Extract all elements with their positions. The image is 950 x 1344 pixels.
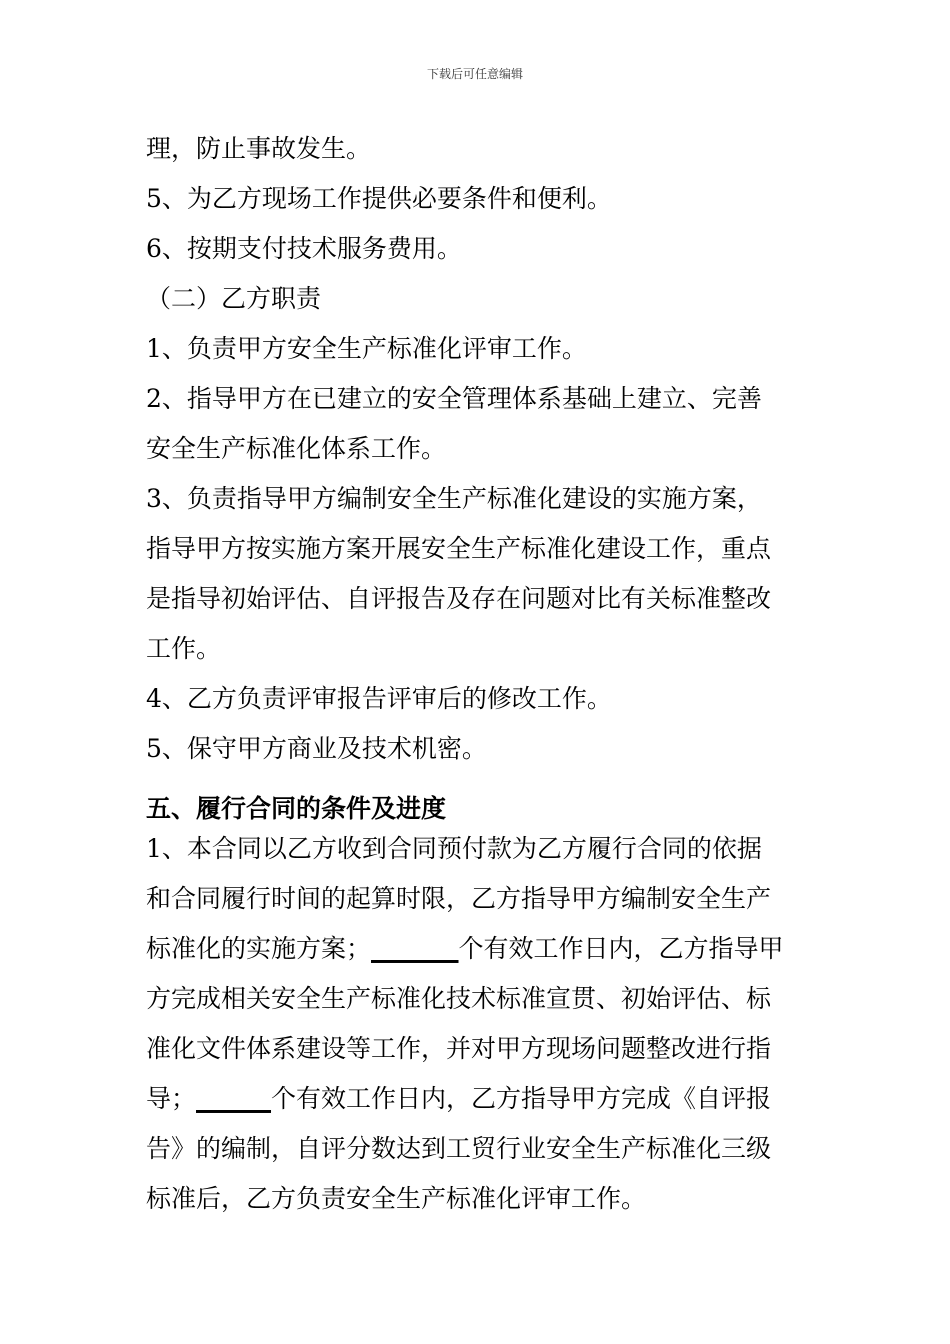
paragraph-line: 指导甲方按实施方案开展安全生产标准化建设工作，重点 (146, 534, 772, 563)
paragraph-line: 方完成相关安全生产标准化技术标准宣贯、初始评估、标 (146, 984, 772, 1013)
paragraph-line: 2、指导甲方在已建立的安全管理体系基础上建立、完善 (146, 384, 762, 413)
line-text-after: 个有效工作日内，乙方指导甲方完成《自评报 (271, 1084, 772, 1113)
line-text-before: 标准化的实施方案； (146, 934, 372, 963)
paragraph-line: 标准后，乙方负责安全生产标准化评审工作。 (146, 1184, 647, 1213)
line-text-before: 导； (146, 1084, 197, 1113)
paragraph-line: 1、本合同以乙方收到合同预付款为乙方履行合同的依据 (146, 834, 762, 863)
line-text-after: 个有效工作日内，乙方指导甲 (458, 934, 784, 963)
paragraph-line (146, 934, 784, 964)
page-header: 下载后可任意编辑 (426, 67, 523, 81)
paragraph-line: 5、为乙方现场工作提供必要条件和便利。 (146, 184, 612, 213)
paragraph-line: 工作。 (146, 634, 222, 663)
section-heading: 五、履行合同的条件及进度 (146, 794, 447, 823)
paragraph-line: 理，防止事故发生。 (146, 134, 372, 163)
paragraph-line: 5、保守甲方商业及技术机密。 (146, 734, 487, 763)
paragraph-line: 和合同履行时间的起算时限，乙方指导甲方编制安全生产 (146, 884, 772, 913)
paragraph-line: 3、负责指导甲方编制安全生产标准化建设的实施方案， (146, 484, 762, 513)
paragraph-line: 是指导初始评估、自评报告及存在问题对比有关标准整改 (146, 584, 772, 613)
subsection-title: （二）乙方职责 (146, 284, 322, 313)
paragraph-line: 6、按期支付技术服务费用。 (146, 234, 462, 263)
fill-in-blank: ______ (196, 1084, 272, 1113)
paragraph-line: 安全生产标准化体系工作。 (146, 434, 447, 463)
paragraph-line: 告》的编制，自评分数达到工贸行业安全生产标准化三级 (146, 1134, 772, 1163)
fill-in-blank: _______ (371, 934, 459, 963)
paragraph-line: 4、乙方负责评审报告评审后的修改工作。 (146, 684, 612, 713)
paragraph-line (146, 1084, 771, 1114)
paragraph-line: 1、负责甲方安全生产标准化评审工作。 (146, 334, 587, 363)
paragraph-line: 准化文件体系建设等工作，并对甲方现场问题整改进行指 (146, 1034, 772, 1063)
